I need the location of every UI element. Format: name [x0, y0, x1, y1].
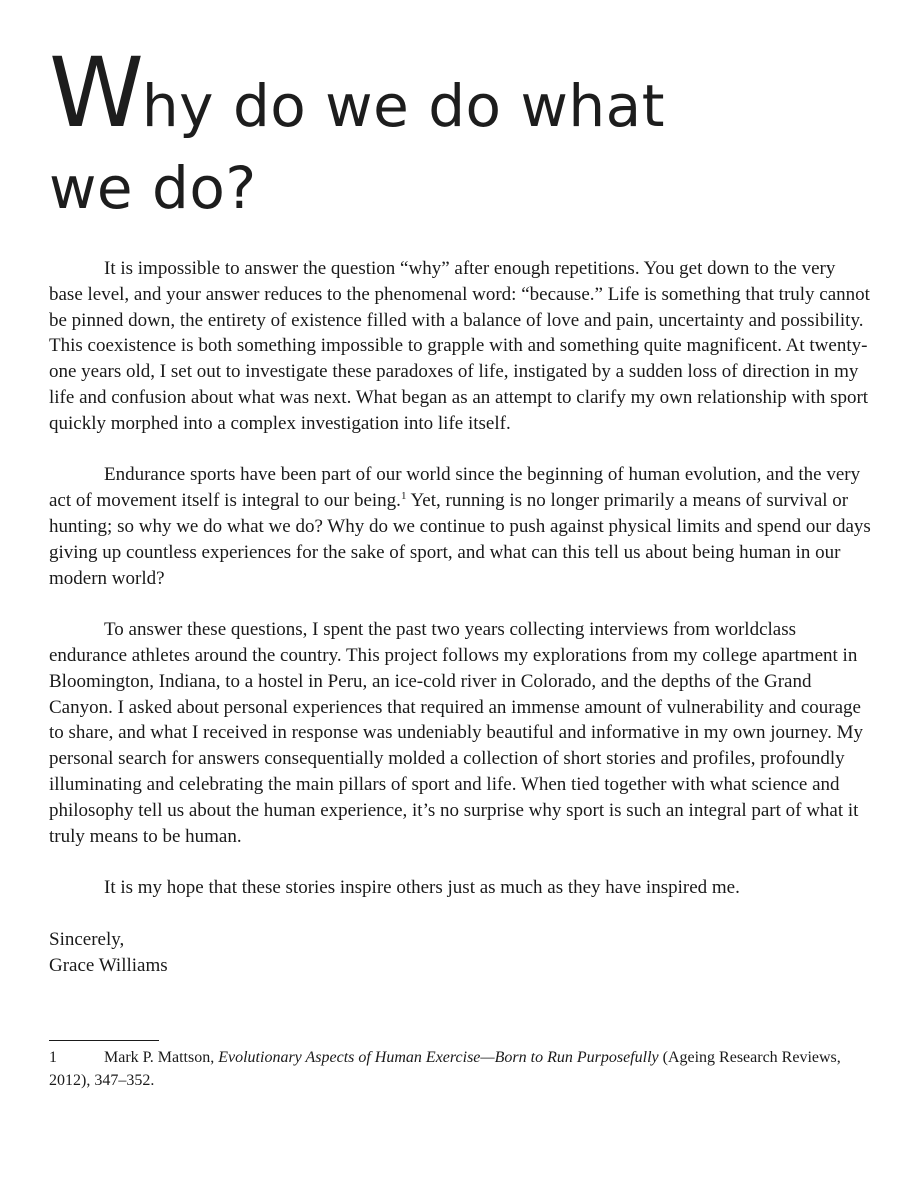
body-text	[49, 256, 871, 978]
signoff-closing: Sincerely,	[49, 928, 125, 950]
footnote-reference: 1	[400, 490, 407, 503]
paragraph-1: It is impossible to answer the question “why” after enough repetitions. You get down to the very base level, and your answer reduces to the phenomenal word: “because.” Life is something that truly cannot be pinned down, the entirety of existence filled with a balance of love and pain, uncertainty and possibility. This coexistence is both something impossible to grapple with and something quite magnificent. At twenty-one years old, I set out to investigate these paradoxes of life, instigated by a sudden loss of direction in my life and confusion about what was next. What began as an attempt to clarify my own relationship with sport quickly morphed into a complex investigation into life itself.	[49, 258, 870, 434]
signoff-name: Grace Williams	[49, 954, 168, 976]
paragraph-2	[49, 462, 871, 591]
title-line-2: we do?	[49, 154, 257, 222]
paragraph-2-text-a: Endurance sports have been part of our world since the beginning of human evolution, and the very act of movement itself is integral to our being.	[49, 464, 861, 512]
signoff	[49, 927, 871, 979]
title-drop-letter: W	[49, 37, 142, 149]
footnote-number: 1	[49, 1049, 57, 1066]
paragraph-4: It is my hope that these stories inspire others just as much as they have inspired me.	[104, 877, 740, 899]
paragraph-2-text-b: Yet, running is no longer primarily a means of survival or hunting; so why we do what we do? Why do we continue to push against physical limits and spend our days giving up countless experiences for the sake of sport, and what can this tell us about being human in our modern world?	[49, 490, 871, 589]
footnote-title: Evolutionary Aspects of Human Exercise—Born to Run Purposefully	[218, 1049, 659, 1066]
paragraph-3: To answer these questions, I spent the past two years collecting interviews from worldclass endurance athletes around the country. This project follows my explorations from my college apartment in Bloomington, Indiana, to a hostel in Peru, an ice-cold river in Colorado, and the depths of the Grand Canyon. I asked about personal experiences that required an immense amount of vulnerability and courage to share, and what I received in response was undeniably beautiful and informative in my own journey. My personal search for answers consequentially molded a collection of short stories and profiles, profoundly illuminating and celebrating the main pillars of sport and life. When tied together with what science and philosophy tell us about the human experience, it’s no surprise why sport is such an integral part of what it truly means to be human.	[49, 619, 863, 847]
footnote-publication: (Ageing Research Reviews, 2012), 347–352.	[49, 1049, 841, 1089]
footnote	[49, 1046, 871, 1092]
page-title	[49, 37, 871, 229]
footnote-divider	[49, 1040, 159, 1041]
footnote-author: Mark P. Mattson,	[104, 1049, 219, 1066]
title-line-1: hy do we do what	[141, 72, 665, 140]
